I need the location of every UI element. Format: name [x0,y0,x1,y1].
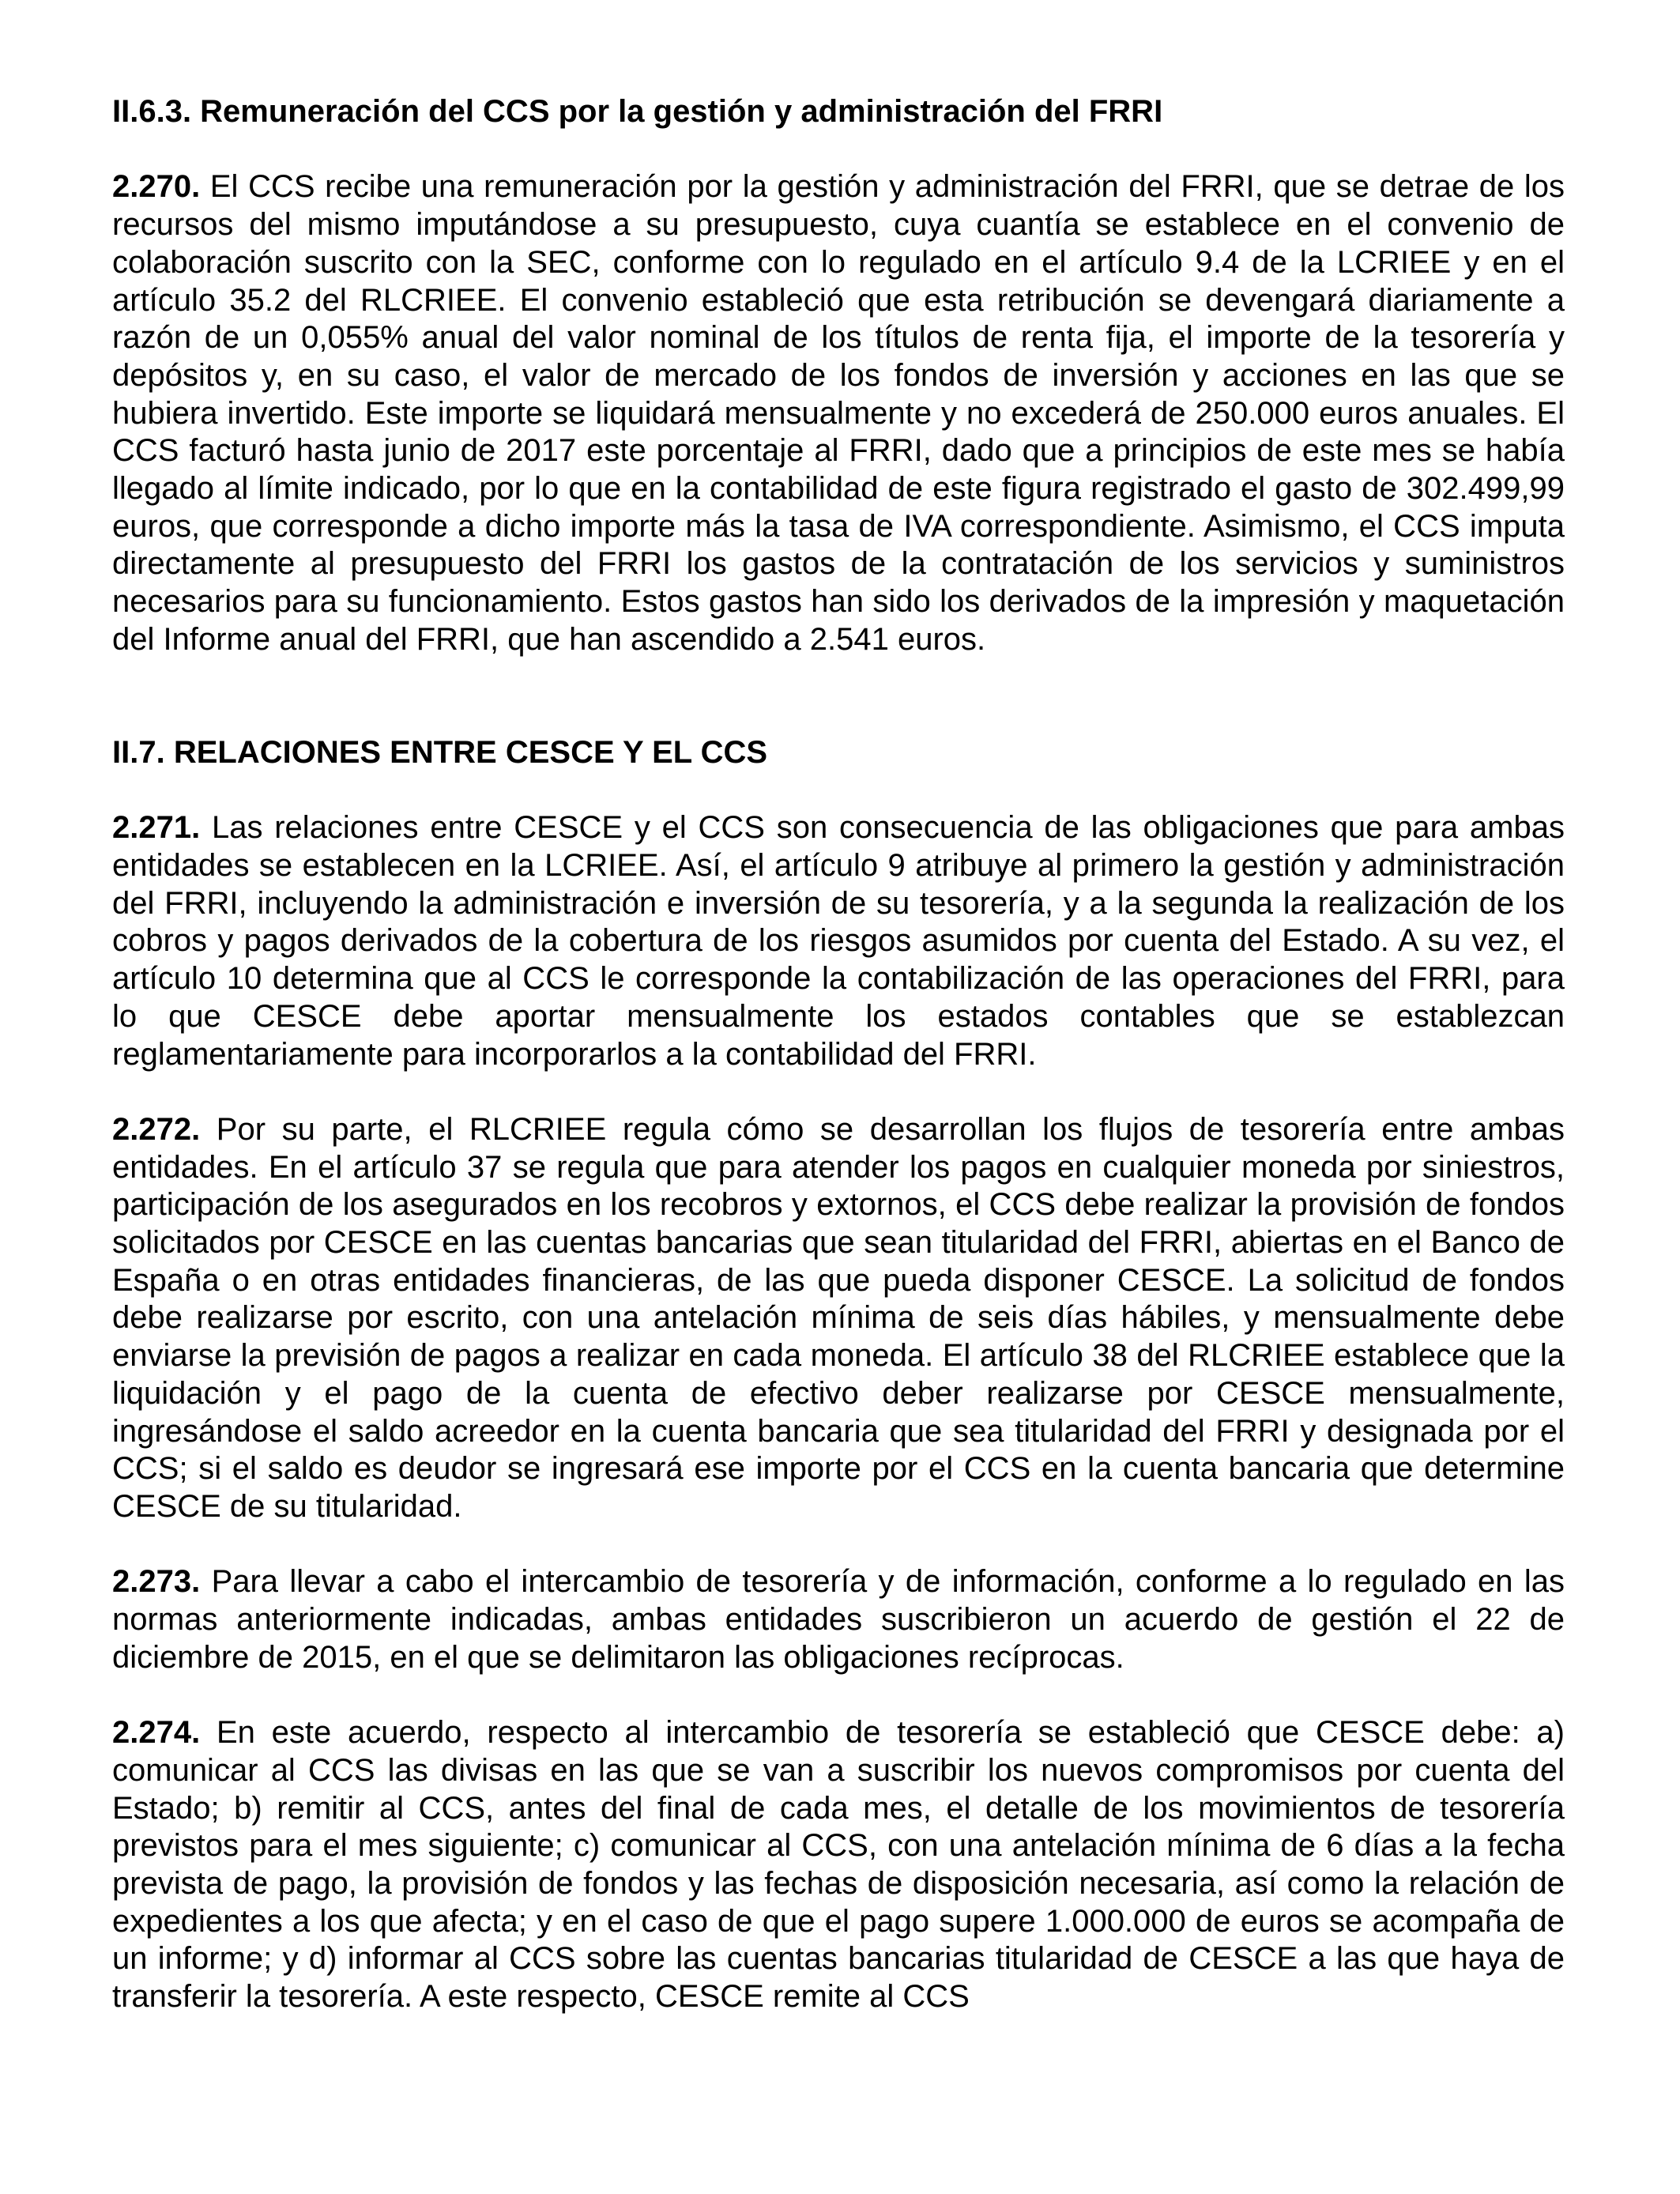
paragraph-text: Para llevar a cabo el intercambio de tesorería y de información, conforme a lo regulado en las normas anteriormente indicadas, ambas entidades suscribieron un acuerdo de gestión el 22 de diciembre de 2015, en el que se delimitaron las obligaciones recíprocas. [112,1564,1565,1675]
paragraph-2-272 [112,1111,1565,1526]
paragraph-2-274 [112,1714,1565,2016]
paragraph-number: 2.274. [112,1715,201,1751]
spacer [112,1526,1565,1564]
paragraph-number: 2.270. [112,169,201,205]
paragraph-number: 2.271. [112,810,201,846]
section-heading-ii-7: II.7. RELACIONES ENTRE CESCE Y EL CCS [112,734,768,770]
paragraph-text: El CCS recibe una remuneración por la gestión y administración del FRRI, que se detrae de los recursos del mismo imputándose a su presupuesto, cuya cuantía se establece en el convenio de colaboración suscrito con la SEC, conforme con lo regulado en el artículo 9.4 de la LCRIEE y en el artículo 35.2 del RLCRIEE. El convenio estableció que esta retribución se devengará diariamente a razón de un 0,055% anual del valor nominal de los títulos de renta fija, el importe de la tesorería y depósitos y, en su caso, el valor de mercado de los fondos de inversión y acciones en las que se hubiera invertido. Este importe se liquidará mensualmente y no excederá de 250.000 euros anuales. El CCS facturó hasta junio de 2017 este porcentaje al FRRI, dado que a principios de este mes se había llegado al límite indicado, por lo que en la contabilidad de este figura registrado el gasto de 302.499,99 euros, que corresponde a dicho importe más la tasa de IVA correspondiente. Asimismo, el CCS imputa directamente al presupuesto del FRRI los gastos de la contratación de los servicios y suministros necesarios para su funcionamiento. Estos gastos han sido los derivados de la impresión y maquetación del Informe anual del FRRI, que han ascendido a 2.541 euros. [112,169,1565,657]
paragraph-number: 2.273. [112,1564,201,1600]
document-page [112,93,1565,2016]
paragraph-text: En este acuerdo, respecto al intercambio de tesorería se estableció que CESCE debe: a) comunicar al CCS las divisas en las que se van a suscribir los nuevos compromisos por cuenta del Estado; b) remitir al CCS, antes del final de cada mes, el detalle de los movimientos de tesorería previstos para el mes siguiente; c) comunicar al CCS, con una antelación mínima de 6 días a la fecha prevista de pago, la provisión de fondos y las fechas de disposición necesaria, así como la relación de expedientes a los que afecta; y en el caso de que el pago supere 1.000.000 de euros se acompaña de un informe; y d) informar al CCS sobre las cuentas bancarias titularidad de CESCE a las que haya de transferir la tesorería. A este respecto, CESCE remite al CCS [112,1715,1565,2015]
paragraph-2-271 [112,809,1565,1073]
spacer [112,659,1565,697]
paragraph-number: 2.272. [112,1111,201,1147]
spacer [112,1676,1565,1714]
spacer [112,772,1565,810]
paragraph-text: Por su parte, el RLCRIEE regula cómo se desarrollan los flujos de tesorería entre ambas entidades. En el artículo 37 se regula que para atender los pagos en cualquier moneda por siniestros, participación de los asegurados en los recobros y extornos, el CCS debe realizar la provisión de fondos solicitados por CESCE en las cuentas bancarias que sean titularidad del FRRI, abiertas en el Banco de España o en otras entidades financieras, de las que pueda disponer CESCE. La solicitud de fondos debe realizarse por escrito, con una antelación mínima de seis días hábiles, y mensualmente debe enviarse la previsión de pagos a realizar en cada moneda. El artículo 38 del RLCRIEE establece que la liquidación y el pago de la cuenta de efectivo deber realizarse por CESCE mensualmente, ingresándose el saldo acreedor en la cuenta bancaria que sea titularidad del FRRI y designada por el CCS; si el saldo es deudor se ingresará ese importe por el CCS en la cuenta bancaria que determine CESCE de su titularidad. [112,1111,1565,1524]
spacer [112,131,1565,169]
spacer [112,1073,1565,1111]
paragraph-text: Las relaciones entre CESCE y el CCS son consecuencia de las obligaciones que para ambas entidades se establecen en la LCRIEE. Así, el artículo 9 atribuye al primero la gestión y administración del FRRI, incluyendo la administración e inversión de su tesorería, y a la segunda la realización de los cobros y pagos derivados de la cobertura de los riesgos asumidos por cuenta del Estado. A su vez, el artículo 10 determina que al CCS le corresponde la contabilización de las operaciones del FRRI, para lo que CESCE debe aportar mensualmente los estados contables que se establezcan reglamentariamente para incorporarlos a la contabilidad del FRRI. [112,810,1565,1072]
paragraph-2-273 [112,1563,1565,1676]
section-heading-ii-6-3: II.6.3. Remuneración del CCS por la gestión y administración del FRRI [112,94,1163,129]
spacer [112,696,1565,734]
paragraph-2-270 [112,168,1565,658]
